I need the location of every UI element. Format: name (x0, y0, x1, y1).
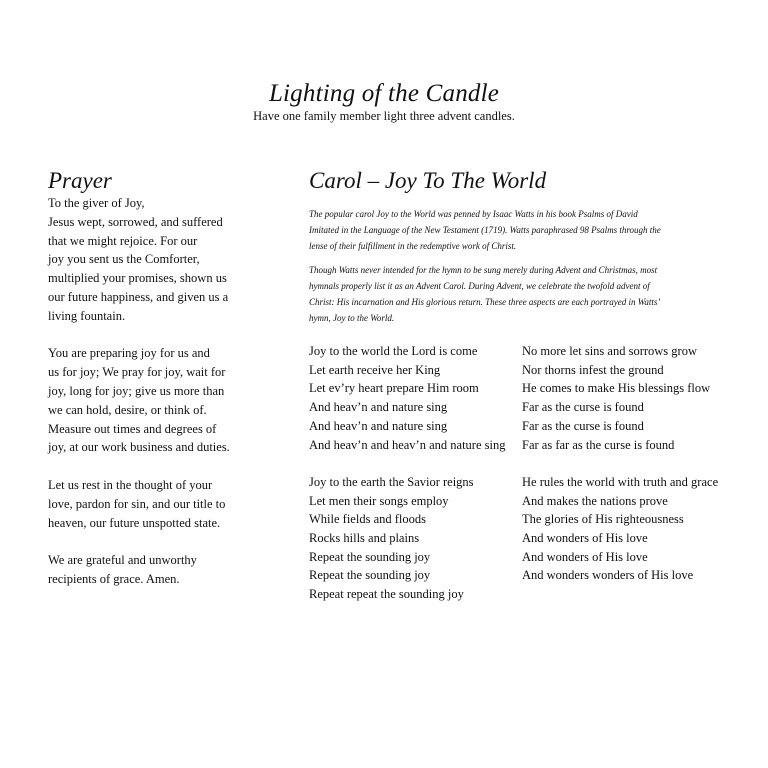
verse-1 (309, 342, 505, 454)
carol-intro-paragraph-2 (309, 262, 739, 326)
prayer-line: joy, long for joy; give us more than (48, 383, 225, 398)
prayer-line: joy you sent us the Comforter, (48, 252, 200, 267)
verse-line: Joy to the world the Lord is come (309, 344, 478, 358)
intro-line: Christ: His incarnation and His glorious return. These three aspects are each portrayed in Watts’ (309, 297, 661, 307)
verse-line: Let ev’ry heart prepare Him room (309, 381, 479, 396)
prayer-stanza-4 (48, 551, 248, 589)
verse-4 (522, 473, 718, 585)
verse-line: He rules the world with truth and grace (522, 474, 719, 489)
prayer-title: Prayer (48, 168, 112, 193)
verse-line: Far as the curse is found (522, 400, 644, 415)
verse-line: And wonders wonders of His love (522, 568, 694, 583)
verse-line: Repeat repeat the sounding joy (309, 587, 464, 602)
verse-line: Far as the curse is found (522, 418, 644, 433)
verse-column-right (522, 342, 718, 585)
prayer-line: Measure out times and degrees of (48, 421, 217, 436)
prayer-line: You are preparing joy for us and (48, 346, 210, 361)
verse-column-left (309, 342, 505, 604)
intro-line: lense of their fulfillment in the redemptive work of Christ. (309, 241, 517, 251)
verse-line: The glories of His righteousness (522, 512, 684, 527)
prayer-line: that we might rejoice. For our (48, 233, 198, 248)
verse-line: And wonders of His love (522, 549, 648, 564)
intro-line: Though Watts never intended for the hymn to be sung merely during Advent and Christmas, most (309, 265, 658, 275)
prayer-line: heaven, our future unspotted state. (48, 515, 221, 530)
prayer-line: joy, at our work business and duties. (48, 440, 230, 455)
prayer-line: us for joy; We pray for joy, wait for (48, 365, 226, 380)
intro-line: hymnals properly list it as an Advent Carol. During Advent, we celebrate the twofold advent of (309, 281, 650, 291)
prayer-line: multiplied your promises, shown us (48, 271, 227, 286)
verse-2 (309, 473, 505, 604)
intro-line: hymn, Joy to the World. (309, 313, 395, 323)
verse-line: And makes the nations prove (522, 493, 668, 508)
verse-line: Far as far as the curse is found (522, 437, 675, 452)
verse-line: Joy to the earth the Savior reigns (309, 474, 474, 489)
prayer-line: recipients of grace. Amen. (48, 571, 180, 586)
prayer-line: our future happiness, and given us a (48, 289, 229, 304)
prayer-line: living fountain. (48, 308, 126, 323)
verse-line: And heav’n and nature sing (309, 400, 448, 415)
verse-3 (522, 342, 718, 454)
carol-title: Carol – Joy To The World (309, 168, 547, 193)
prayer-line: we can hold, desire, or think of. (48, 402, 207, 417)
verse-line: And wonders of His love (522, 531, 648, 546)
prayer-line: To the giver of Joy, (48, 196, 145, 210)
verse-line: Let earth receive her King (309, 362, 441, 377)
page-title: Lighting of the Candle (268, 80, 500, 107)
prayer-line: love, pardon for sin, and our title to (48, 496, 226, 511)
prayer-stanza-3 (48, 476, 248, 532)
carol-section (309, 168, 739, 602)
prayer-line: We are grateful and unworthy (48, 553, 197, 568)
prayer-line: Jesus wept, sorrowed, and suffered (48, 214, 223, 229)
verse-line: Let men their songs employ (309, 493, 449, 508)
verse-line: And heav’n and heav’n and nature sing (309, 437, 506, 452)
prayer-stanza-2 (48, 344, 248, 457)
page-subtitle: Have one family member light three advent candles. (253, 109, 515, 123)
verse-line: Nor thorns infest the ground (522, 362, 664, 377)
prayer-line: Let us rest in the thought of your (48, 477, 213, 492)
verse-line: Repeat the sounding joy (309, 549, 431, 564)
prayer-stanza-1 (48, 194, 248, 326)
prayer-section (48, 168, 248, 589)
verse-line: No more let sins and sorrows grow (522, 344, 697, 358)
intro-line: Imitated in the Language of the New Testament (1719). Watts paraphrased 98 Psalms through the (309, 225, 661, 235)
verse-line: He comes to make His blessings flow (522, 381, 711, 396)
verse-line: Rocks hills and plains (309, 531, 420, 546)
carol-intro-paragraph-1 (309, 206, 739, 254)
intro-line: The popular carol Joy to the World was penned by Isaac Watts in his book Psalms of David (309, 209, 638, 219)
verse-line: While fields and floods (309, 512, 426, 527)
verse-line: And heav’n and nature sing (309, 418, 448, 433)
verse-line: Repeat the sounding joy (309, 568, 431, 583)
page-header (0, 80, 768, 124)
